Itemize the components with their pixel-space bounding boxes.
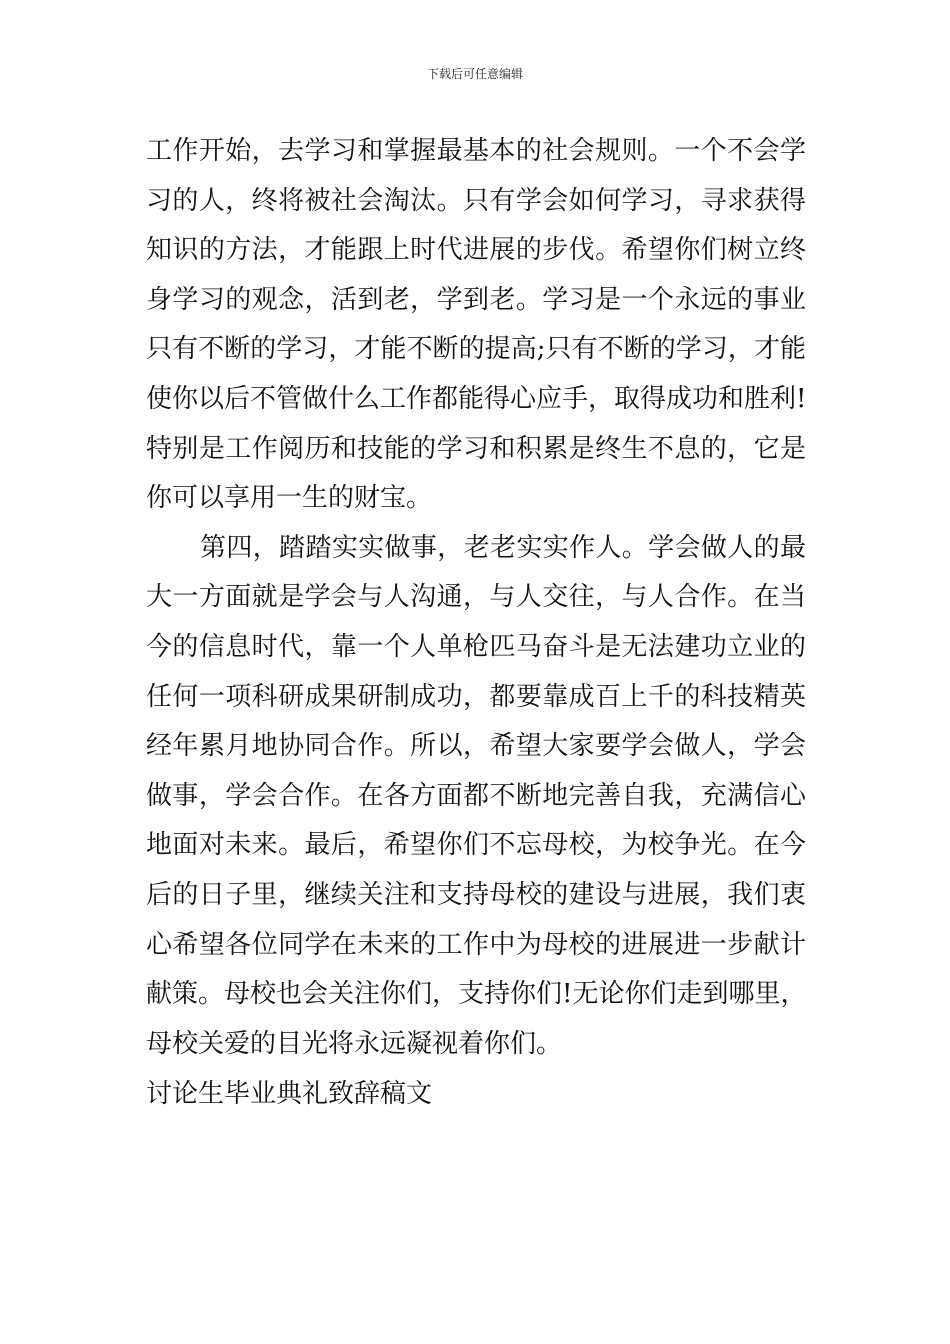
text-line: 做事，学会合作。在各方面都不断地完善自我，充满信心: [146, 780, 806, 811]
text-line: 知识的方法，才能跟上时代进展的步伐。希望你们树立终: [146, 235, 806, 266]
text-line: 工作开始，去学习和掌握最基本的社会规则。一个不会学: [146, 136, 806, 166]
text-line: 大一方面就是学会与人沟通，与人交往，与人合作。在当: [146, 582, 806, 613]
text-line: 特别是工作阅历和技能的学习和积累是终生不息的，它是: [146, 433, 806, 464]
text-line: 心希望各位同学在未来的工作中为母校的进展进一步献计: [146, 929, 806, 960]
text-line: 任何一项科研成果研制成功，都要靠成百上千的科技精英: [146, 681, 806, 712]
document-body: [146, 127, 806, 1069]
text-line: 第四，踏踏实实做事，老老实实作人。学会做人的最: [200, 532, 806, 563]
section-title: 讨论生毕业典礼致辞稿文: [146, 1079, 433, 1109]
paragraph-2: [146, 524, 806, 1070]
text-line: 今的信息时代，靠一个人单枪匹马奋斗是无法建功立业的: [146, 631, 806, 662]
text-line: 母校关爱的目光将永远凝视着你们。: [146, 1028, 563, 1059]
text-line: 后的日子里，继续关注和支持母校的建设与进展，我们衷: [146, 879, 806, 910]
text-line: 献策。母校也会关注你们，支持你们!无论你们走到哪里，: [146, 979, 807, 1010]
page-header: 下载后可任意编辑: [426, 67, 523, 81]
text-line: 只有不断的学习，才能不断的提高;只有不断的学习，才能: [146, 334, 806, 365]
text-line: 习的人，终将被社会淘汰。只有学会如何学习，寻求获得: [146, 185, 806, 216]
paragraph-1: [146, 127, 806, 524]
text-line: 身学习的观念，活到老，学到老。学习是一个永远的事业: [146, 284, 806, 315]
text-line: 经年累月地协同合作。所以，希望大家要学会做人，学会: [146, 731, 806, 762]
text-line: 地面对未来。最后，希望你们不忘母校，为校争光。在今: [146, 830, 806, 861]
text-line: 你可以享用一生的财宝。: [146, 483, 433, 514]
text-line: 使你以后不管做什么工作都能得心应手，取得成功和胜利!: [146, 383, 807, 414]
